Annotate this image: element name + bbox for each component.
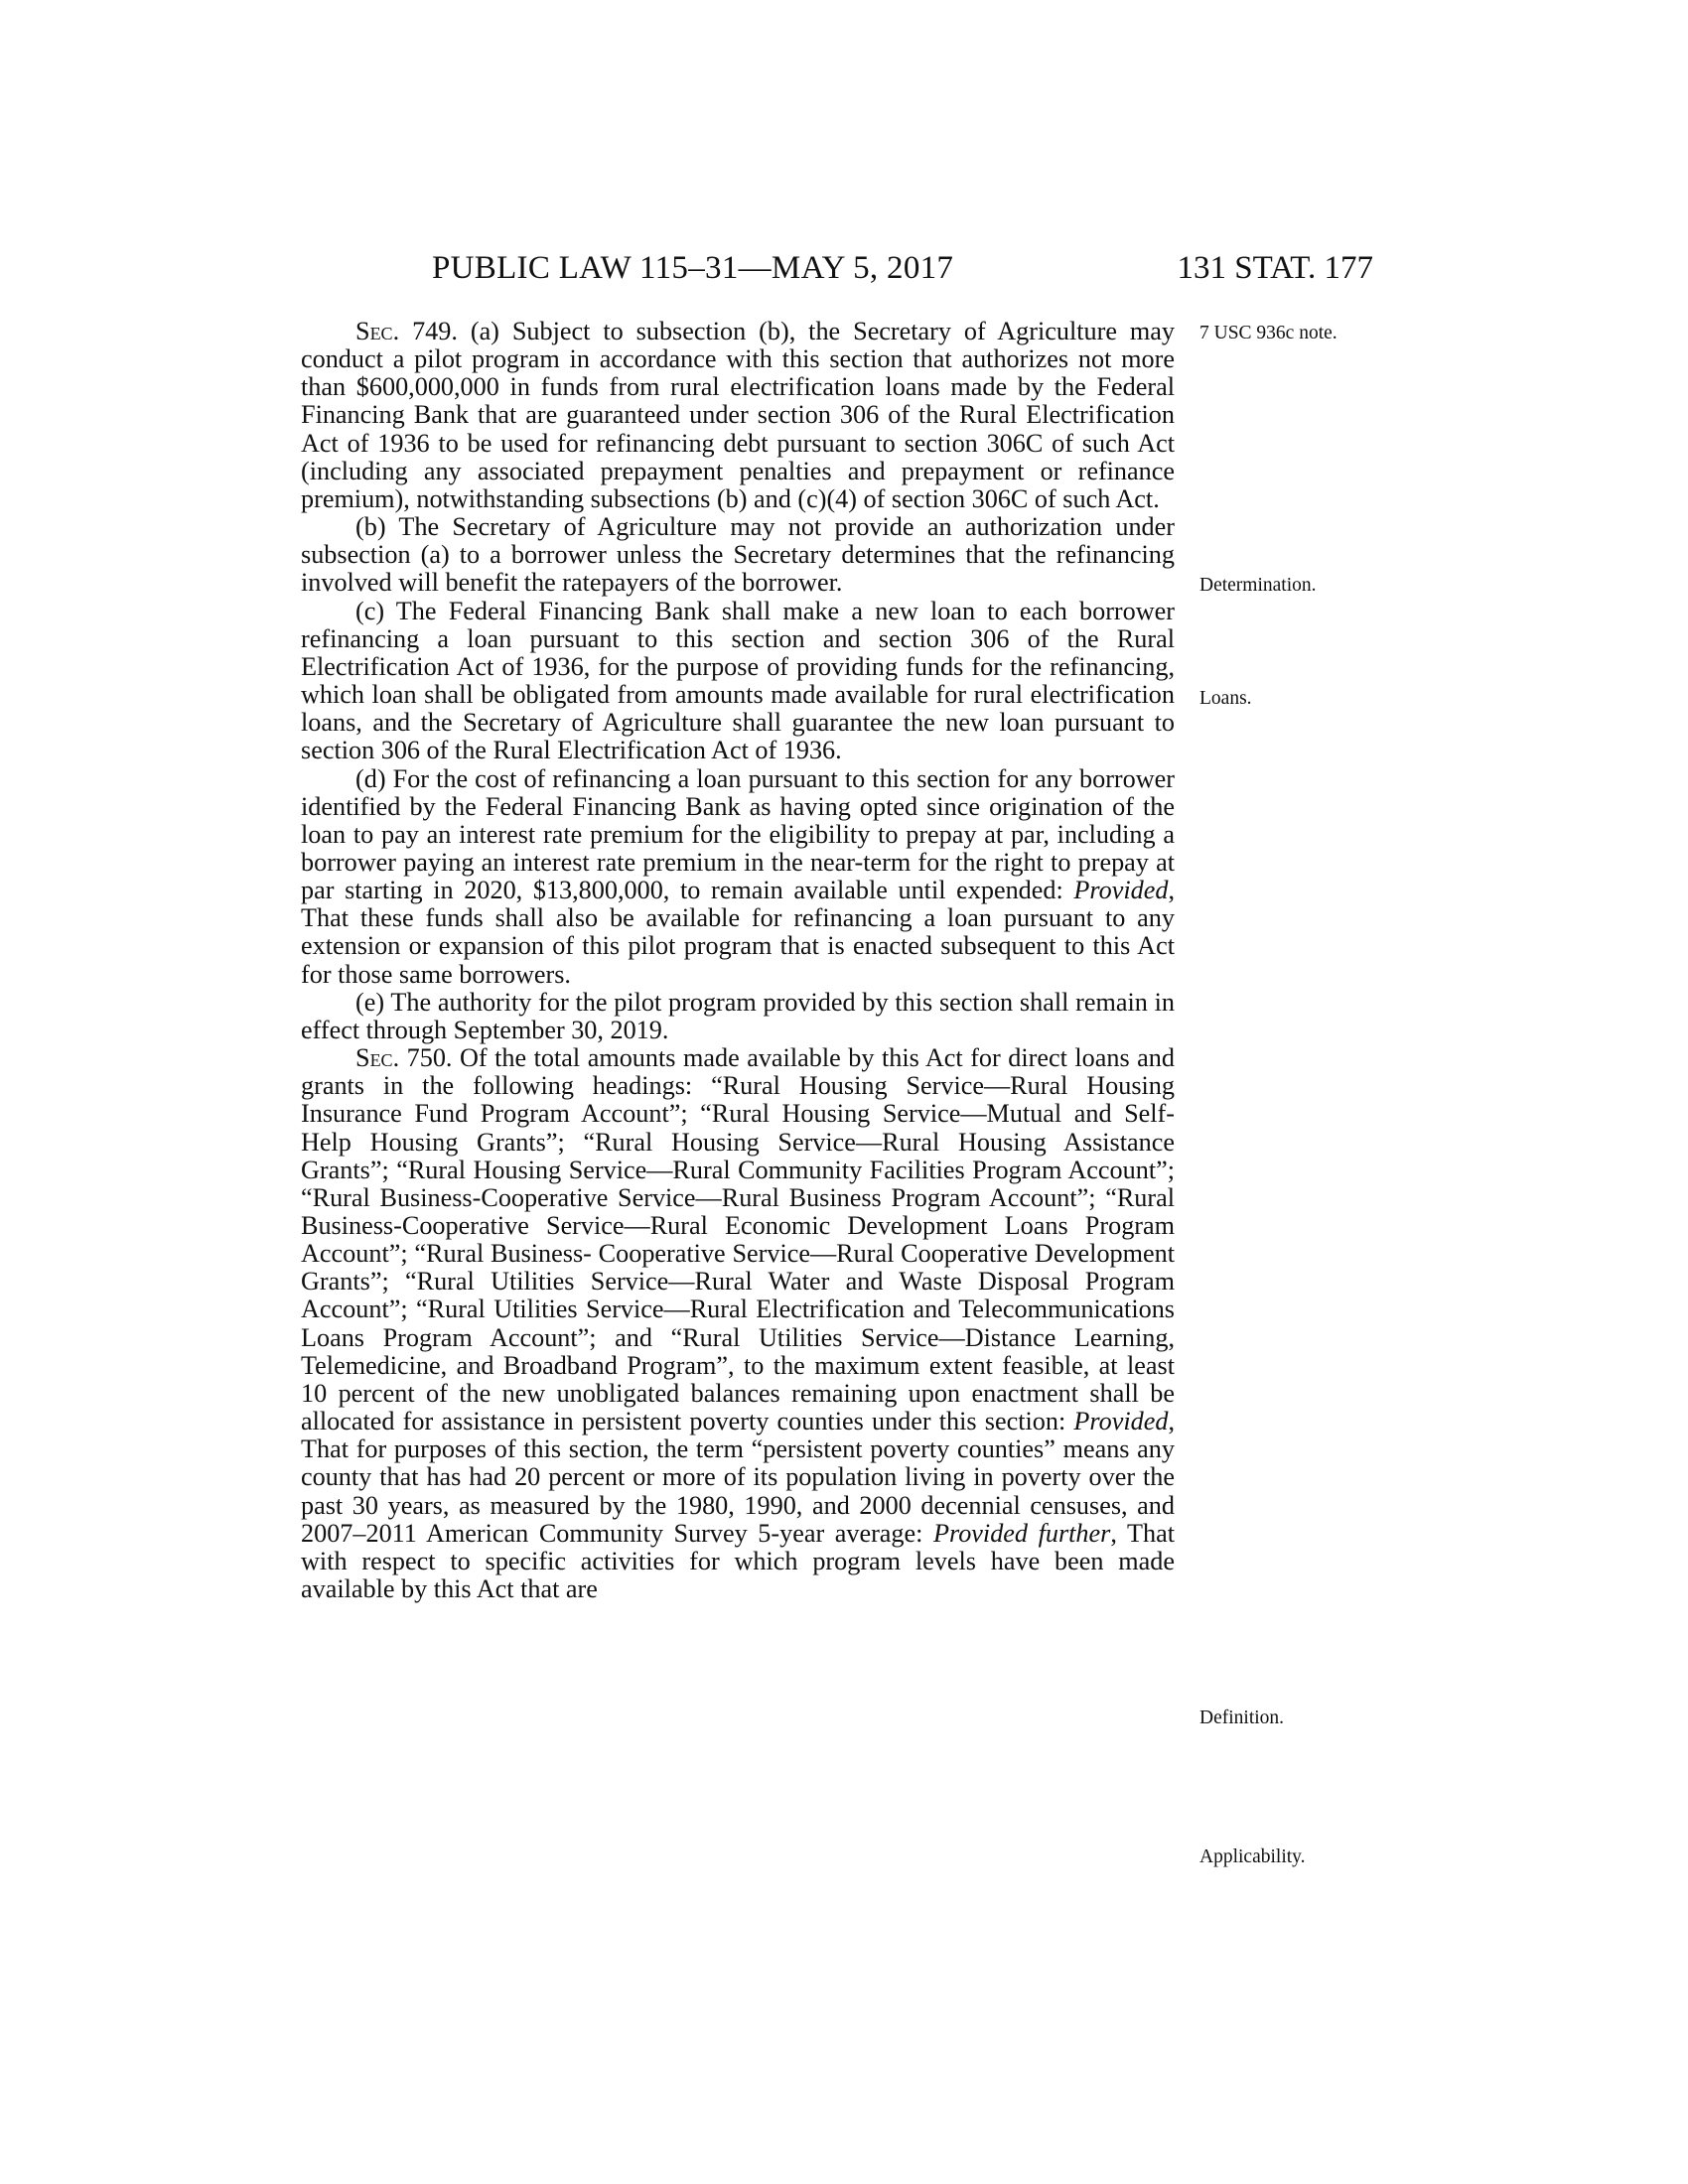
sec-749-d-text-1: (d) For the cost of refinancing a loan pursuant to this section for any borrower identified by the Federal Financing Bank as having opted since origination of the loan to pay an interest rate premium for the eligibility to prepay at par, including a borrower paying an interest rate premium in the near-term for the right to prepay at par starting in 2020, $13,800,000, to remain available until expended: — [301, 763, 1175, 905]
page-header — [0, 250, 1688, 290]
sec-750-provided: Provided — [1073, 1407, 1169, 1436]
sec-749-d-text-2: , That these funds shall also be available for refinancing a loan pursuant to any extension or expansion of this pilot program that is enacted subsequent to this Act for those same borrowers. — [301, 876, 1175, 989]
sec-749-d-provided: Provided — [1073, 876, 1169, 905]
body-text — [301, 318, 1175, 1603]
margin-note-applicability: Applicability. — [1199, 1846, 1306, 1867]
sec-750-text-2: , That for purposes of this section, the term “persistent poverty counties” means any county that has had 20 percent or more of its population living in poverty over the past 30 years, as measured by the 1980, 1990, and 2000 decennial censuses, and 2007–2011 American Community Survey 5-year average: — [301, 1407, 1175, 1548]
sec-749-d-paragraph — [301, 765, 1175, 989]
sec-750-text-3: , That with respect to specific activities for which program levels have been made available by this Act that are — [301, 1518, 1175, 1604]
margin-note-loans: Loans. — [1199, 688, 1252, 709]
sec-749-a-paragraph — [301, 318, 1175, 513]
sec-750-provided-further: Provided further — [933, 1518, 1111, 1548]
statute-citation: 131 STAT. 177 — [1177, 250, 1373, 286]
running-head: PUBLIC LAW 115–31—MAY 5, 2017 — [432, 250, 954, 286]
sec-749-b-paragraph: (b) The Secretary of Agriculture may not provide an authorization under subsection (a) to a borrower unless the Secretary determines that the refinancing involved will benefit the ratepayers of the borrower. — [301, 512, 1175, 598]
margin-note-usc: 7 USC 936c note. — [1199, 323, 1337, 343]
sec-749-a-text: 749. (a) Subject to subsection (b), the Secretary of Agriculture may conduct a pilot program in accordance with this section that authorizes not more than $600,000,000 in funds from rural electrification loans made by the Federal Financing Bank that are guaranteed under section 306 of the Rural Electrification Act of 1936 to be used for refinancing debt pursuant to section 306C of such Act (including any associated prepayment penalties and prepayment or refinance premium), notwithstanding subsections (b) and (c)(4) of section 306C of such Act. — [301, 317, 1175, 513]
sec-749-label: Sec. — [355, 317, 400, 345]
sec-750-text-1: 750. Of the total amounts made available by this Act for direct loans and grants in the following headings: “Rural Housing Service—Rural Housing Insurance Fund Program Account”; “Rural Housing Service—Mutual and Self-Help Housing Grants”; “Rural Housing Service—Rural Housing Assistance Grants”; “Rural Housing Service—Rural Community Facilities Program Account”; “Rural Business-Cooperative Service—Rural Business Program Account”; “Rural Business-Cooperative Service—Rural Economic Development Loans Program Account”; “Rural Business- Cooperative Service—Rural Cooperative Development Grants”; “Rural Utilities Service—Rural Water and Waste Disposal Program Account”; “Rural Utilities Service—Rural Electrification and Telecommunications Loans Program Account”; and “Rural Utilities Service—Distance Learning, Telemedicine, and Broadband Program”, to the maximum extent feasible, at least 10 percent of the new unobligated balances remaining upon enactment shall be allocated for assistance in persistent poverty counties under this section: — [301, 1043, 1175, 1436]
sec-750-paragraph — [301, 1044, 1175, 1603]
margin-note-definition: Definition. — [1199, 1707, 1285, 1728]
sec-750-label: Sec. — [355, 1043, 400, 1073]
sec-749-c-paragraph: (c) The Federal Financing Bank shall make a new loan to each borrower refinancing a loan pursuant to this section and section 306 of the Rural Electrification Act of 1936, for the purpose of providing funds for the refinancing, which loan shall be obligated from amounts made available for rural electrification loans, and the Secretary of Agriculture shall guarantee the new loan pursuant to section 306 of the Rural Electrification Act of 1936. — [301, 596, 1175, 765]
sec-749-e-paragraph: (e) The authority for the pilot program provided by this section shall remain in effect through September 30, 2019. — [301, 987, 1175, 1044]
margin-note-determination: Determination. — [1199, 575, 1317, 596]
